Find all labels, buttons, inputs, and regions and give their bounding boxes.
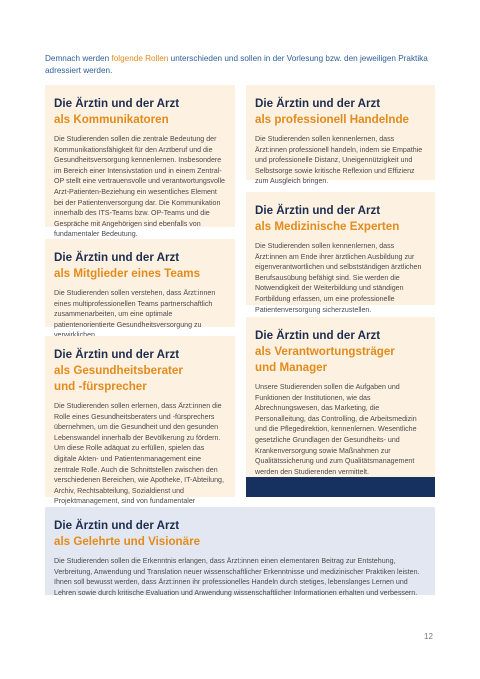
role-card-body: Die Studierenden sollen erlernen, dass Ärzt:innen die Rolle eines Gesundheitsberaters und -fürsprechers übernehmen, um die Gesundheit und den gesunden Lebenswandel innerhalb der Bevölkerung zu fördern. Um diese Rolle adäquat zu erfüllen, spielen das digitale Akten- und Patientenmanagement eine zentrale Rolle. Auch die Schnittstellen zwischen den verschiedenen Bereichen, wie Apotheke, IT-Abteilung, Archiv, Rechtsabteilung, Sozialdienst und Projektmanagement, sind von fundamentaler xyxy=(54,402,224,506)
role-card-medizinische-experten xyxy=(246,192,435,314)
role-card-kommunikatoren xyxy=(45,85,235,239)
intro-after: unterschieden und sollen in der Vorlesung bzw. den jeweiligen Praktika adressiert werden. xyxy=(45,54,428,75)
decorative-navy-bar xyxy=(246,477,435,497)
role-card-title xyxy=(54,347,227,395)
role-card-title-line2: als professionell Handelnde xyxy=(255,113,409,126)
role-card-title-line1: Die Ärztin und der Arzt xyxy=(54,348,180,361)
role-card-title xyxy=(255,203,427,235)
role-card-body: Die Studierenden sollen kennenlernen, dass Ärzt:innen professionell handeln, indem sie Empathie und professionelle Distanz, Uneigennützigkeit und Selbstsorge sowie kritische Reflexion und Effizienz zum Ausgleich bringen. xyxy=(255,135,423,186)
role-card-title xyxy=(54,518,427,550)
role-card-title-line2: als Kommunikatoren xyxy=(54,113,169,126)
intro-before: Demnach werden xyxy=(45,54,112,63)
role-card-title-line1: Die Ärztin und der Arzt xyxy=(255,97,381,110)
role-card-title-line3: und -fürsprecher xyxy=(54,380,147,393)
role-card-title xyxy=(255,328,427,376)
role-card-body: Die Studierenden sollen die zentrale Bedeutung der Kommunikationsfähigkeit für den Arztberuf und die Gesundheitsversorgung kennenlernen. Insbesondere im Bereich einer Intensivstation und in einem Zentral-OP stellt eine vertrauensvolle und verantwortungsvolle Arzt-Patienten-Beziehung ein wesentliches Element bei der Patientenversorgung dar. Die Kommunikation innerhalb des ITS-Teams bzw. OP-Teams und die Gespräche mit Angehörigen sind ebenfalls von fundamentaler Bedeutung. xyxy=(54,135,226,239)
role-card-title-line1: Die Ärztin und der Arzt xyxy=(54,519,180,532)
page-number: 12 xyxy=(424,632,433,641)
intro-highlight: folgende Rollen xyxy=(111,54,169,63)
role-card-title-line1: Die Ärztin und der Arzt xyxy=(54,97,180,110)
role-card-title-line1: Die Ärztin und der Arzt xyxy=(255,204,381,217)
role-card-body: Unsere Studierenden sollen die Aufgaben und Funktionen der Institutionen, wie das Abrechnungswesen, das Marketing, die Personalleitung, das Controlling, die Arbeitsmedizin und die Pflegedirektion, kennenlernen. Wesentliche gesetzliche Grundlagen der Gesundheits- und Krankenversorgung sowie Maßnahmen zur Qualitätssicherung und zum Qualitätsmanagement werden den Studierenden vermittelt. xyxy=(255,383,417,476)
role-card-title-line1: Die Ärztin und der Arzt xyxy=(255,329,381,342)
role-card-title-line2: als Mitglieder eines Teams xyxy=(54,267,201,280)
role-card-title-line2: als Medizinische Experten xyxy=(255,220,400,233)
intro-text xyxy=(45,53,435,77)
role-card-verantwortungstraeger xyxy=(246,317,435,477)
role-card-gelehrte-visionaere xyxy=(45,507,435,595)
role-card-title-line1: Die Ärztin und der Arzt xyxy=(54,251,180,264)
role-card-title-line2: als Gelehrte und Visionäre xyxy=(54,535,201,548)
role-card-title xyxy=(54,250,227,282)
role-card-title-line3: und Manager xyxy=(255,361,328,374)
role-card-professionell-handelnde xyxy=(246,85,435,186)
role-card-mitglieder-teams xyxy=(45,239,235,327)
role-card-body: Die Studierenden sollen verstehen, dass Ärzt:innen eines multiprofessionellen Teams partnerschaftlich zusammenarbeiten, um eine optimale patientenorientierte Gesundheitsversorgung zu xyxy=(54,289,216,329)
role-card-title-line2: als Gesundheitsberater xyxy=(54,364,183,377)
role-card-body: Die Studierenden sollen die Erkenntnis erlangen, dass Ärzt:innen einen elementaren Beitrag zur Entstehung, Verbreitung, Anwendung und Translation neuer wissenschaftlicher Erkenntnisse und medizinischer Praktiken leisten. Ihnen soll bewusst werden, dass Ärzt:innen ihr professionelles Handeln durch stetiges, lebenslanges Lernen und Lehren sowie durch kritische Evaluation und Anwendung wissenschaftlicher Informationen erhalten und verbessern. xyxy=(54,557,420,597)
role-card-body: Die Studierenden sollen kennenlernen, dass Ärzt:innen am Ende ihrer ärztlichen Ausbildung zur eigenverantwortlichen und selbstständigen ärztlichen Berufsausübung befähigt sind. Sie werden die Notwendigkeit der Weiterbildung und ständigen Fortbildung erfassen, um eine professionelle Patientenversorgung sicherzustellen. xyxy=(255,242,422,314)
role-card-gesundheitsberater xyxy=(45,336,235,506)
role-card-title xyxy=(255,96,427,128)
role-card-title-line2: als Verantwortungsträger xyxy=(255,345,395,358)
role-card-title xyxy=(54,96,227,128)
